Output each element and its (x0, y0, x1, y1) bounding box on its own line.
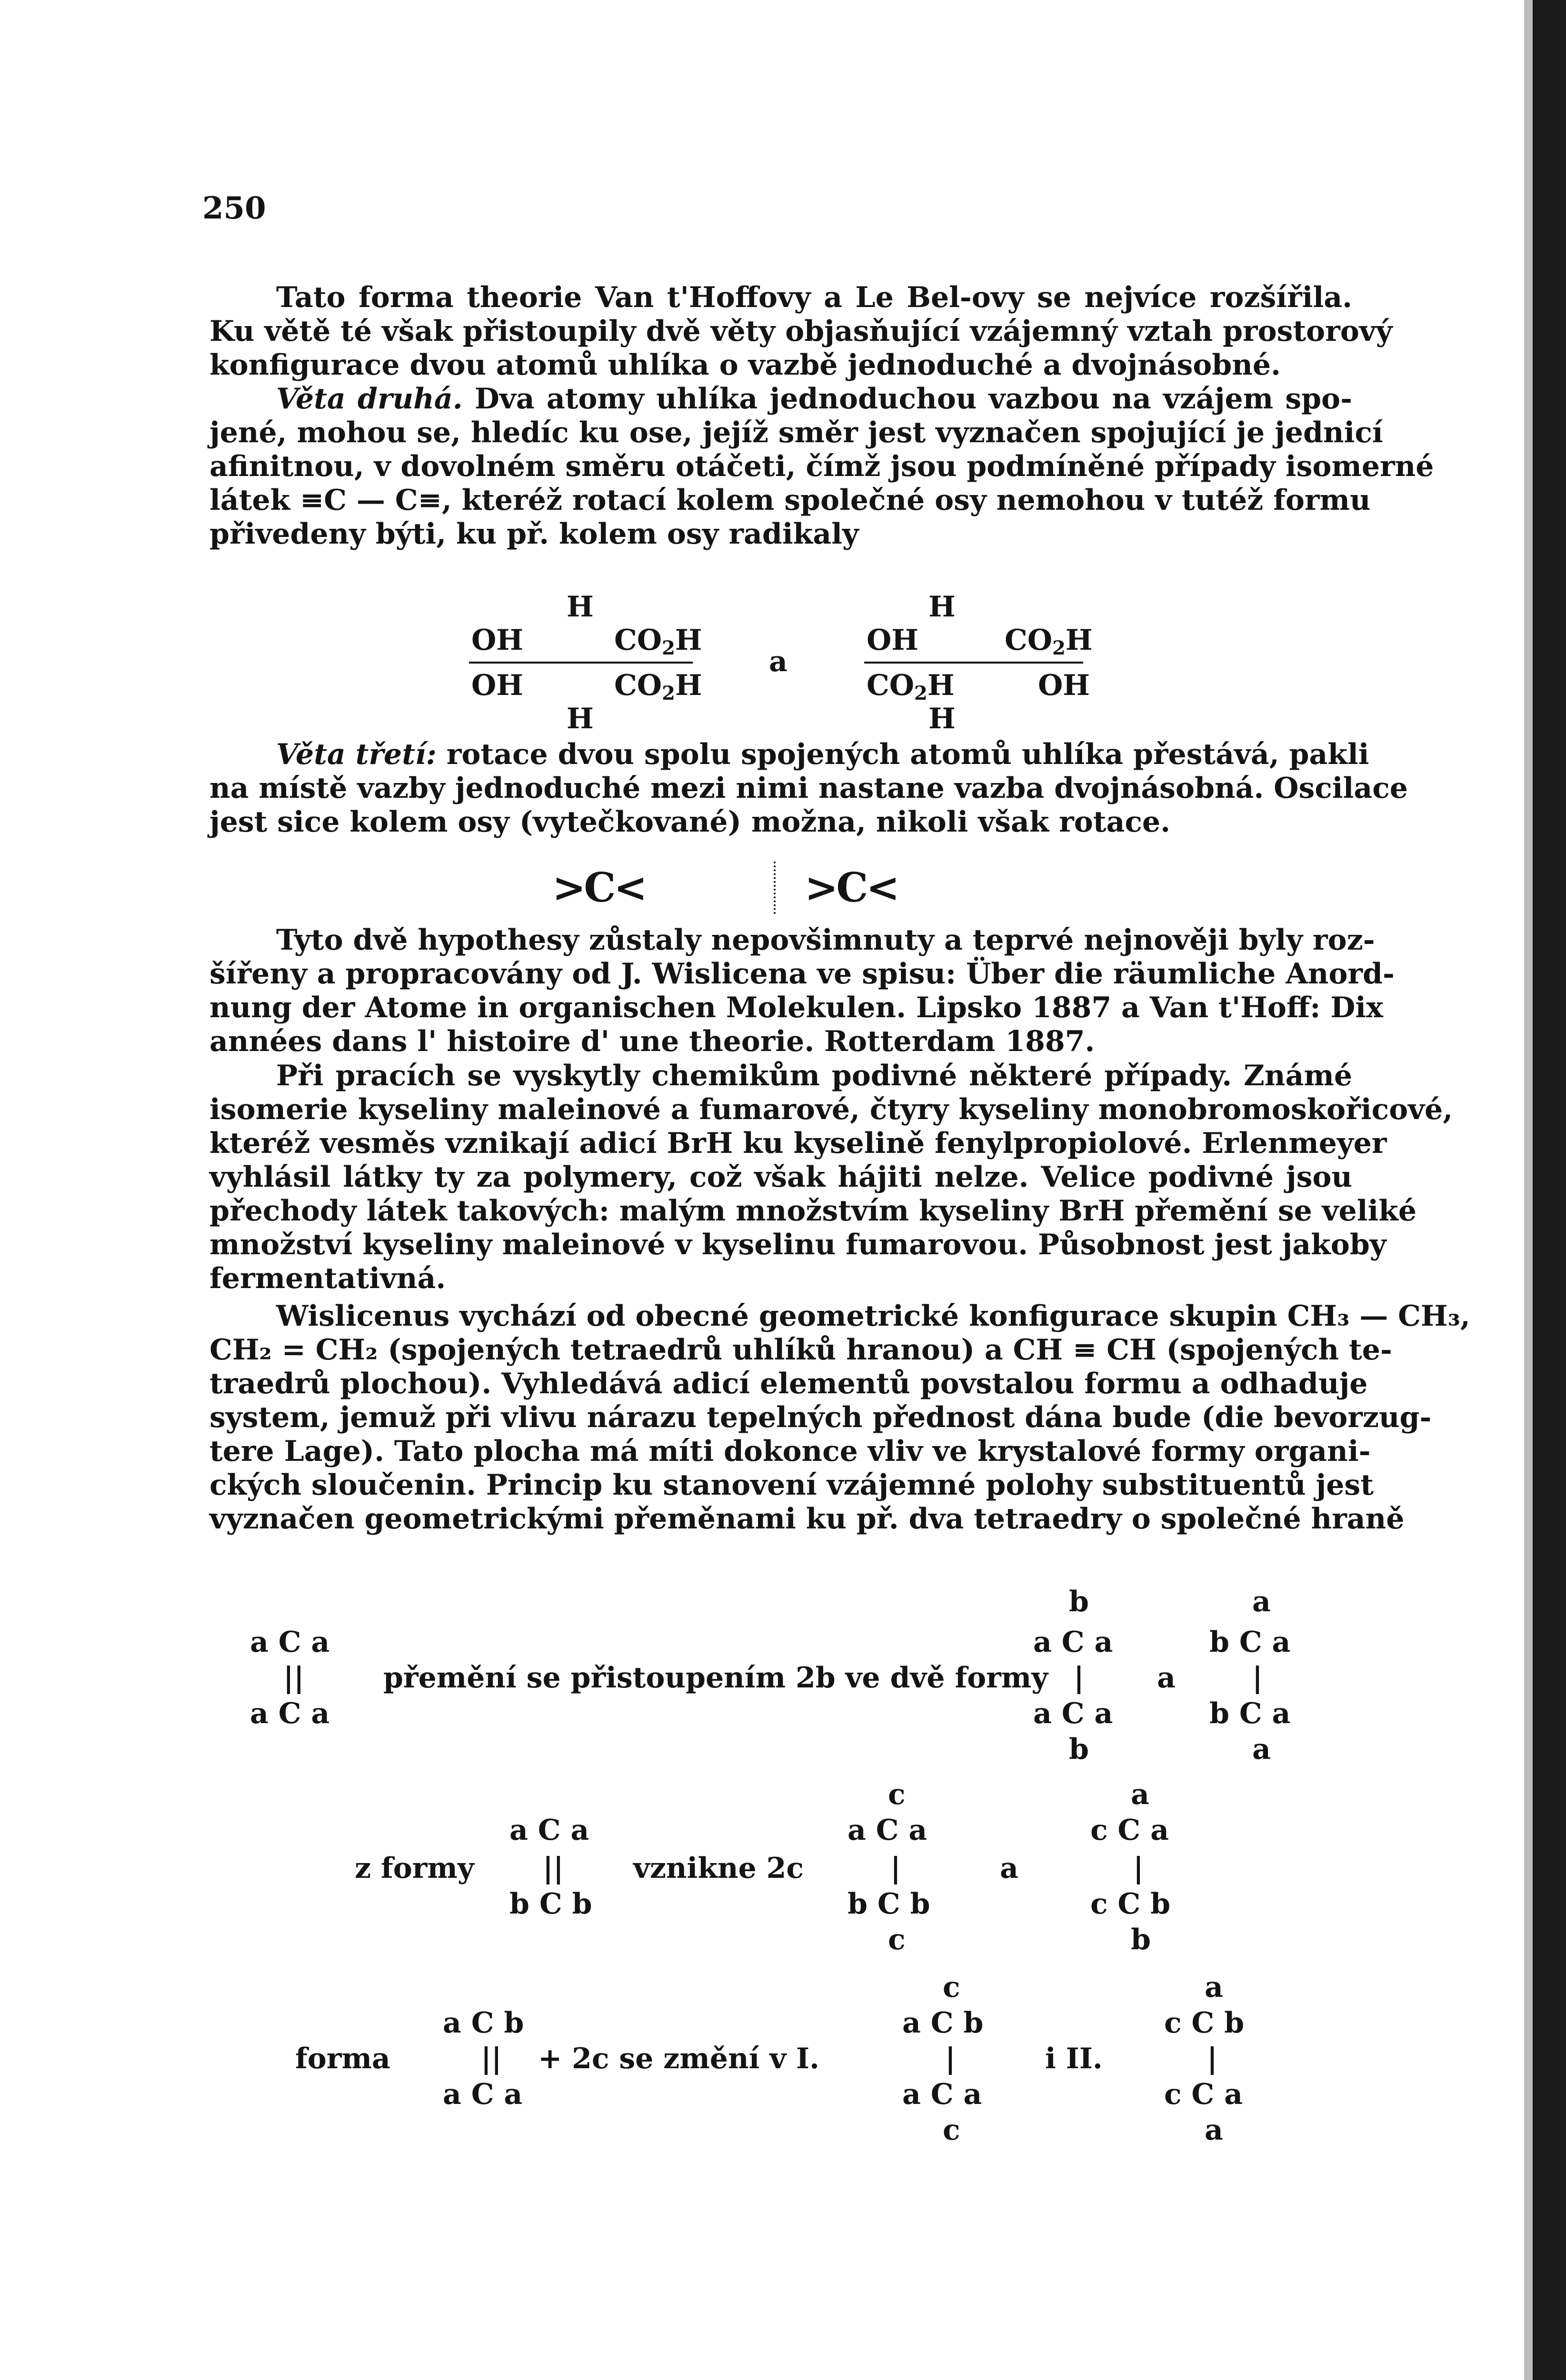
single-bond: | (1207, 2042, 1217, 2075)
scan-edge (1524, 0, 1533, 2380)
text-line: afinitnou, v dovolném směru otáčeti, čímž jsou podmíněné případy isomerné (209, 450, 1434, 483)
paragraph-3 (209, 738, 1408, 839)
text-line: fermentativná. (209, 1262, 446, 1295)
carbon-right: >C< (805, 864, 898, 911)
group-aCa: a C a (250, 1697, 330, 1730)
text-line: années dans l' histoire d' une theorie. Rotterdam 1887. (209, 1025, 1095, 1058)
bond-line (864, 662, 1083, 664)
group-cCa: c C a (1090, 1814, 1169, 1847)
text-line: Tato forma theorie Van t'Hoffovy a Le Bel-ovy se nejvíce rozšířila. (276, 281, 1352, 314)
scheme-prefix: z formy (355, 1852, 474, 1885)
oh-label: OH (471, 669, 523, 702)
group-cCa: c C a (1164, 2078, 1243, 2111)
text-line: ckých sloučenin. Princip ku stanovení vzájemné polohy substituentů jest (209, 1468, 1374, 1502)
single-bond: | (1252, 1661, 1263, 1695)
group-bCb: b C b (509, 1887, 592, 1921)
group-bCb: b C b (848, 1887, 930, 1921)
group-cCb: c C b (1090, 1887, 1171, 1921)
group-aCa: a C a (848, 1814, 928, 1847)
text-line: Ku větě té však přistoupily dvě věty objasňující vzájemný vztah prostorový (209, 315, 1393, 348)
double-bond: || (283, 1661, 304, 1695)
text-line: šířeny a propracovány od J. Wislicena ve spisu: Über die räumliche Anord- (209, 957, 1395, 991)
h-label: H (567, 702, 594, 735)
sub-a: a (1131, 1778, 1149, 1811)
text-line: Tyto dvě hypothesy zůstaly nepovšimnuty a teprvé nejnověji byly roz- (276, 923, 1375, 957)
sub-b: b (1131, 1923, 1151, 1956)
text-line: kteréž vesměs vznikají adicí BrH ku kyselině fenylpropiolové. Erlenmeyer (209, 1127, 1387, 1160)
double-bond: || (543, 1852, 564, 1885)
text-line: tere Lage). Tato plocha má míti dokonce vliv ve krystalové formy organi- (209, 1435, 1371, 1468)
text-line: na místě vazby jednoduché mezi nimi nastane vazba dvojnásobná. Oscilace (209, 772, 1408, 805)
text-line: Při pracích se vyskytly chemikům podivné některé případy. Známé (276, 1059, 1352, 1092)
carbon-left: >C< (552, 864, 646, 911)
double-bond: || (481, 2042, 502, 2075)
single-bond: | (1133, 1852, 1144, 1885)
group-aCa: a C a (443, 2078, 523, 2111)
single-bond: | (945, 2042, 956, 2075)
scheme-tail: i II. (1045, 2042, 1103, 2075)
axis-dotted (774, 862, 776, 914)
h-label: H (928, 702, 956, 735)
connector-a: a (769, 645, 788, 678)
h-label: H (928, 590, 956, 624)
scheme-text: + 2c se změní v I. (538, 2042, 819, 2075)
text-line: Věta druhá. Dva atomy uhlíka jednoduchou vazbou na vzájem spo- (276, 382, 1352, 416)
sub-a: a (1205, 1971, 1223, 2004)
text-line: traedrů plochou). Vyhledává adicí elementů povstalou formu a odhaduje (209, 1367, 1368, 1400)
group-aCa: a C a (509, 1814, 589, 1847)
scheme-text: přemění se přistoupením 2b ve dvě formy (383, 1661, 1048, 1695)
sub-b: b (1069, 1585, 1089, 1618)
h-label: H (567, 590, 594, 624)
text-line: konfigurace dvou atomů uhlíka o vazbě jednoduché a dvojnásobné. (209, 348, 1281, 382)
single-bond: | (1074, 1661, 1084, 1695)
text-line: Wislicenus vychází od obecné geometrické konfigurace skupin CH₃ — CH₃, (276, 1299, 1470, 1333)
text-line: CH₂ = CH₂ (spojených tetraedrů uhlíků hranou) a CH ≡ CH (spojených te- (209, 1333, 1392, 1367)
text-line: přechody látek takových: malým množstvím kyseliny BrH přemění se veliké (209, 1194, 1417, 1228)
sub-c: c (943, 1971, 960, 2004)
sub-b: b (1069, 1733, 1089, 1766)
group-aCa: a C a (1033, 1697, 1113, 1730)
single-bond: | (890, 1852, 901, 1885)
text-line: system, jemuž při vlivu nárazu tepelných přednost dána bude (die bevorzug- (209, 1401, 1432, 1434)
text-line: množství kyseliny maleinové v kyselinu fumarovou. Působnost jest jakoby (209, 1228, 1386, 1261)
text-line: nung der Atome in organischen Molekulen. Lipsko 1887 a Van t'Hoff: Dix (209, 991, 1383, 1024)
co2h-label: $CO_2H$ (614, 669, 702, 704)
paragraph-4 (209, 923, 1395, 1059)
group-aCa: a C a (902, 2078, 982, 2111)
text-line: vyznačen geometrickými přeměnami ku př. dva tetraedry o společné hraně (209, 1502, 1405, 1536)
oh-label: OH (867, 624, 918, 657)
paragraph-5 (209, 1059, 1453, 1296)
paragraph-1 (209, 281, 1393, 382)
text-line: Věta třetí: rotace dvou spolu spojených atomů uhlíka přestává, pakli (276, 738, 1369, 771)
oh-label: OH (471, 624, 523, 657)
text-line: isomerie kyseliny maleinové a fumarové, čtyry kyseliny monobromoskořicové, (209, 1093, 1453, 1126)
text-line: jené, mohou se, hledíc ku ose, jejíž směr jest vyznačen spojující je jednicí (209, 416, 1383, 449)
group-cCb: c C b (1164, 2006, 1245, 2040)
group-bCa: b C a (1209, 1697, 1291, 1730)
group-bCa: b C a (1209, 1626, 1291, 1659)
scheme-prefix: forma (295, 2042, 390, 2075)
group-aCb: a C b (902, 2006, 984, 2040)
group-aCb: a C b (443, 2006, 524, 2040)
text-line: látek ≡C — C≡, kteréž rotací kolem společné osy nemohou v tutéž formu (209, 484, 1371, 517)
heading-veta-treti: Věta třetí: (276, 738, 437, 771)
sub-c: c (888, 1778, 906, 1811)
group-aCa: a C a (1033, 1626, 1113, 1659)
sub-a: a (1252, 1585, 1271, 1618)
heading-veta-druha: Věta druhá. (276, 382, 463, 416)
connector-a: a (1000, 1852, 1018, 1885)
sub-c: c (943, 2113, 960, 2147)
bond-line (469, 662, 693, 664)
page-number: 250 (202, 190, 266, 226)
co2h-label: $CO_2H$ (614, 624, 702, 659)
sub-a: a (1205, 2113, 1223, 2147)
scan-border (1533, 0, 1566, 2380)
text-line: přivedeny býti, ku př. kolem osy radikaly (209, 517, 859, 551)
scheme-text: vznikne 2c (633, 1852, 804, 1885)
co2h-label: $CO_2H$ (867, 669, 955, 704)
group-aCa: a C a (250, 1626, 330, 1659)
oh-label: OH (1038, 669, 1090, 702)
text-line: vyhlásil látky ty za polymery, což však hájiti nelze. Velice podivné jsou (209, 1160, 1352, 1194)
sub-c: c (888, 1923, 906, 1956)
sub-a: a (1252, 1733, 1271, 1766)
text-line: jest sice kolem osy (vytečkované) možna, nikoli však rotace. (209, 805, 1170, 839)
connector-a: a (1157, 1661, 1176, 1695)
paragraph-2 (209, 382, 1434, 551)
co2h-label: $CO_2H$ (1005, 624, 1093, 659)
paragraph-6 (209, 1299, 1470, 1536)
